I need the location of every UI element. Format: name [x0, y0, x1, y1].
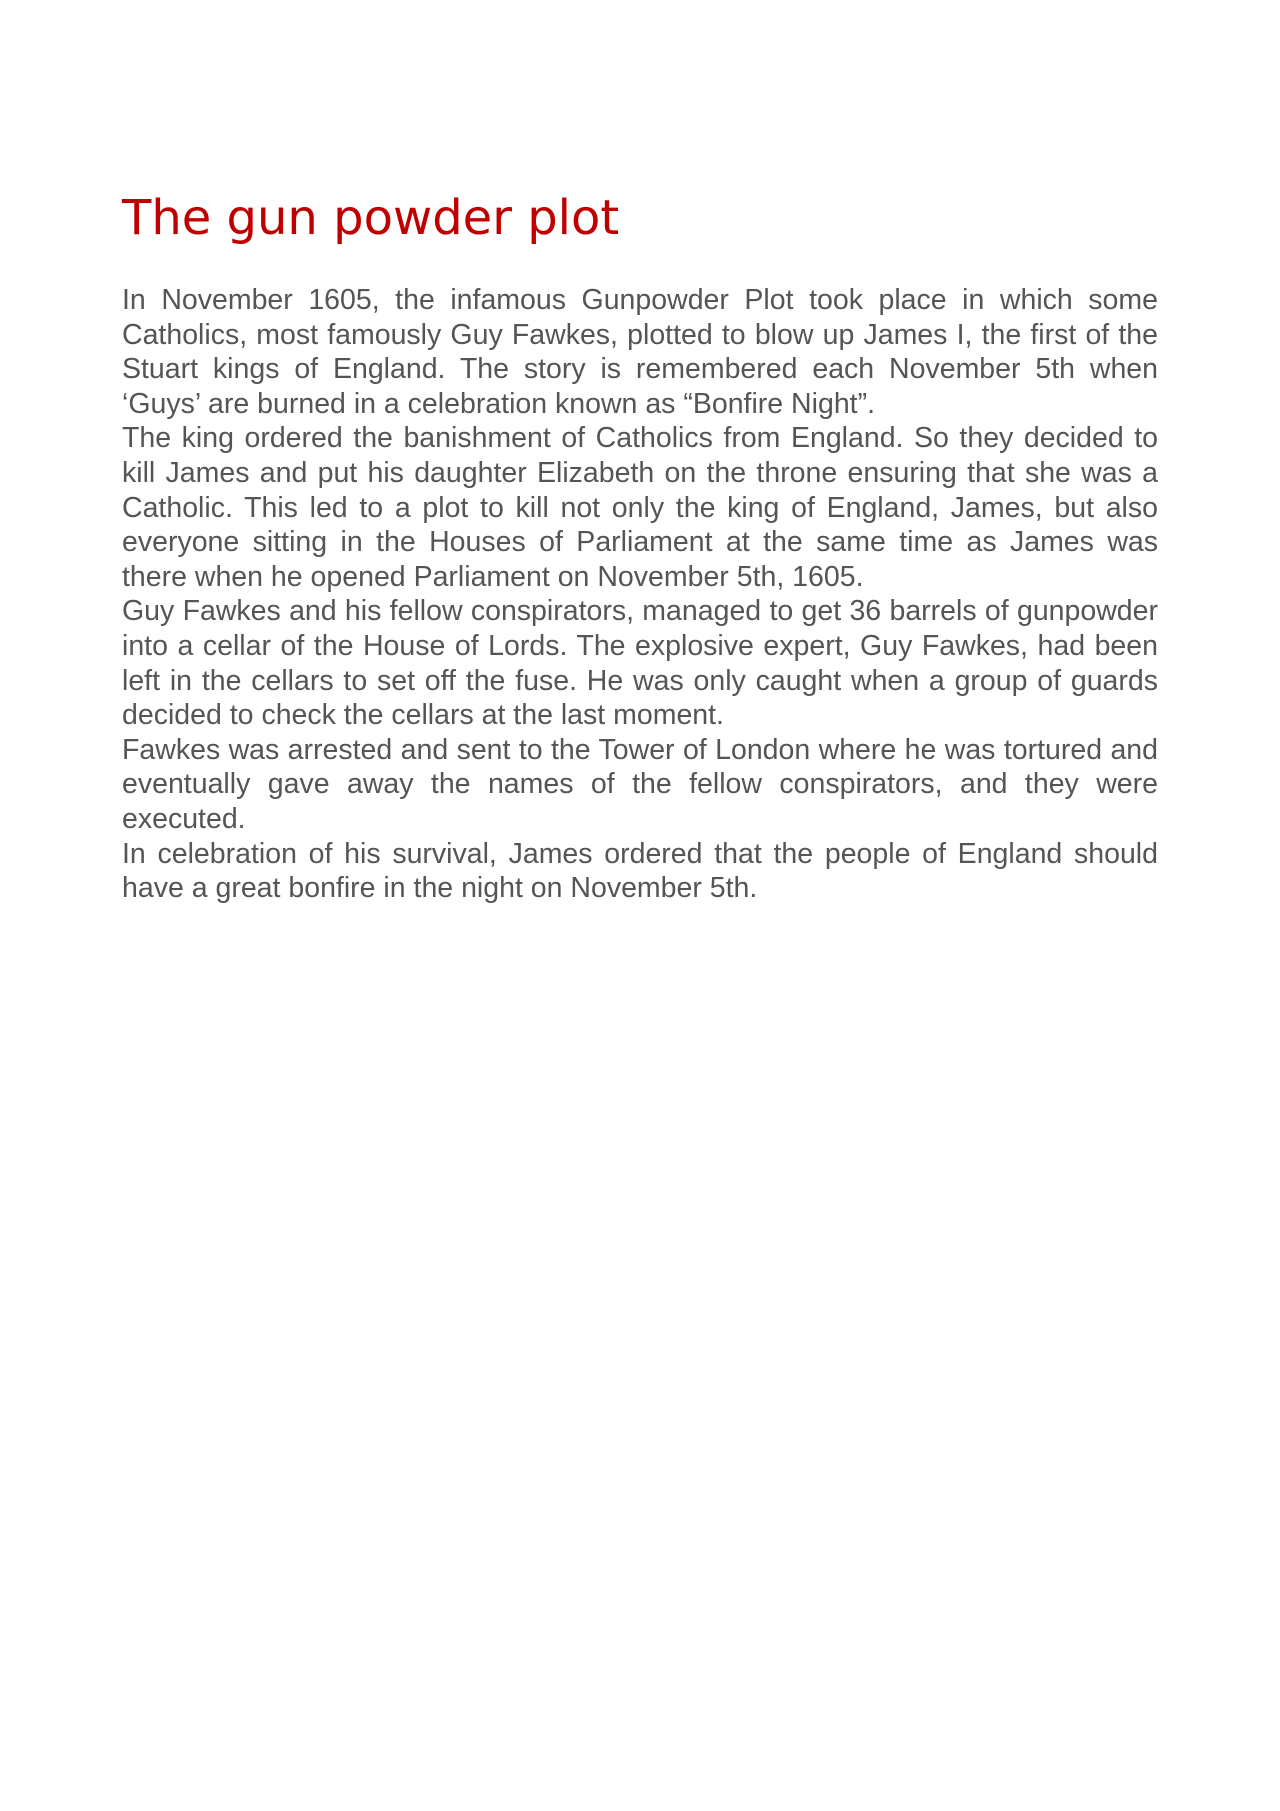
paragraph-celebration: In celebration of his survival, James ordered that the people of England should have a great bonfire in the night on November 5th. — [122, 837, 1158, 905]
paragraph-intro: In November 1605, the infamous Gunpowder Plot took place in which some Catholics, most famously Guy Fawkes, plotted to blow up James I, the first of the Stuart kings of England. The story is remembered each November 5th when ‘Guys’ are burned in a celebration known as “Bonfire Night”. — [122, 284, 1158, 420]
page-title: The gun powder plot — [122, 190, 620, 246]
paragraph-arrest: Fawkes was arrested and sent to the Tower of London where he was tortured and eventually gave away the names of the fellow conspirators, and they were executed. — [122, 733, 1158, 835]
paragraph-banishment: The king ordered the banishment of Catholics from England. So they decided to kill James and put his daughter Elizabeth on the throne ensuring that she was a Catholic. This led to a plot to kill not only the king of England, James, but also everyone sitting in the Houses of Parliament at the same time as James was there when he opened Parliament on November 5th, 1605. — [122, 422, 1158, 593]
paragraph-conspirators: Guy Fawkes and his fellow conspirators, managed to get 36 barrels of gunpowder into a cellar of the House of Lords. The explosive expert, Guy Fawkes, had been left in the cellars to set off the fuse. He was only caught when a group of guards decided to check the cellars at the last moment. — [122, 595, 1158, 732]
document-body — [122, 283, 1158, 906]
